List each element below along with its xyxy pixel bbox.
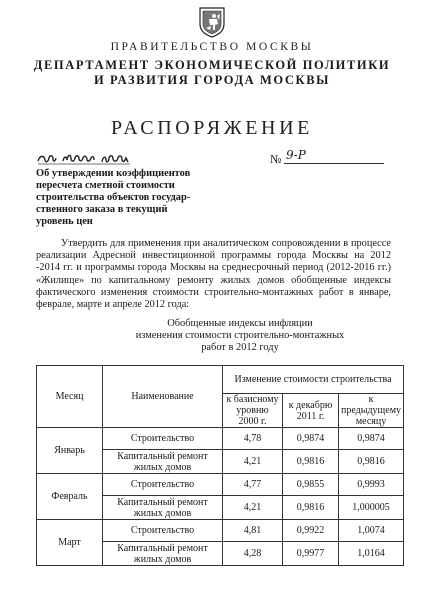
- base-cell: 4,21: [223, 496, 283, 520]
- december-cell: 0,9922: [283, 520, 339, 542]
- table-row: [37, 428, 404, 450]
- name-cell: Строительство: [103, 474, 223, 496]
- document-number: 9-Р: [286, 148, 306, 162]
- header-previous: к предыдущему месяцу: [339, 394, 404, 428]
- table-row: [37, 474, 404, 496]
- previous-cell: 0,9993: [339, 474, 404, 496]
- document-type: РАСПОРЯЖЕНИЕ: [111, 117, 313, 139]
- table-caption-line: Обобщенные индексы инфляции: [167, 318, 313, 329]
- december-cell: 0,9816: [283, 496, 339, 520]
- department-name: [0, 58, 424, 88]
- subject-line: ственного заказа в текущий: [36, 204, 168, 216]
- department-line-2: И РАЗВИТИЯ ГОРОДА МОСКВЫ: [93, 73, 331, 87]
- previous-cell: 0,9816: [339, 450, 404, 474]
- handwritten-date-scribble: [36, 150, 156, 166]
- header-change-group: Изменение стоимости строительства: [223, 366, 404, 394]
- name-cell: Строительство: [103, 520, 223, 542]
- header-name: Наименование: [103, 366, 223, 428]
- moscow-coat-of-arms-icon: [198, 6, 226, 38]
- handwritten-date: [36, 150, 156, 166]
- december-cell: 0,9977: [283, 542, 339, 566]
- document-subject: [36, 168, 236, 228]
- base-cell: 4,28: [223, 542, 283, 566]
- base-cell: 4,77: [223, 474, 283, 496]
- header-base: к базисному уровню 2000 г.: [223, 394, 283, 428]
- base-cell: 4,21: [223, 450, 283, 474]
- number-underline: [284, 163, 384, 164]
- name-cell: Капитальный ремонт жилых домов: [103, 450, 223, 474]
- subject-line: уровень цен: [36, 216, 93, 228]
- subject-line: Об утверждении коэффициентов: [36, 168, 191, 179]
- table-caption-line: работ в 2012 году: [201, 342, 279, 354]
- government-name: ПРАВИТЕЛЬСТВО МОСКВЫ: [110, 41, 314, 53]
- number-sign: №: [270, 152, 282, 166]
- december-cell: 0,9874: [283, 428, 339, 450]
- month-cell: Январь: [37, 428, 103, 474]
- header-month: Месяц: [37, 366, 103, 428]
- header-december: к декабрю 2011 г.: [283, 394, 339, 428]
- table-caption-line: изменения стоимости строительно-монтажных: [135, 330, 345, 342]
- previous-cell: 1,000005: [339, 496, 404, 520]
- name-cell: Строительство: [103, 428, 223, 450]
- previous-cell: 1,0164: [339, 542, 404, 566]
- previous-cell: 0,9874: [339, 428, 404, 450]
- subject-line: строительства объектов государ-: [36, 192, 191, 204]
- name-cell: Капитальный ремонт жилых домов: [103, 496, 223, 520]
- department-line-1: ДЕПАРТАМЕНТ ЭКОНОМИЧЕСКОЙ ПОЛИТИКИ: [33, 58, 391, 72]
- table-caption: [90, 318, 390, 355]
- previous-cell: 1,0074: [339, 520, 404, 542]
- december-cell: 0,9816: [283, 450, 339, 474]
- december-cell: 0,9855: [283, 474, 339, 496]
- month-cell: Февраль: [37, 474, 103, 520]
- base-cell: 4,81: [223, 520, 283, 542]
- table-row: [37, 520, 404, 542]
- body-paragraph: Утвердить для применения при аналитическом сопровождении в процессе реализации Адресной инвестиционной программы города Москвы на 2012 -2014 гг. и программы города Москвы на среднесрочный период (2012-2016 гг.) «Жилище» по капитальному ремонту жилых домов обобщенные индексы фактического изменения стоимости строительно-монтажных работ в январе, феврале, марте и апреле 2012 года:: [36, 238, 391, 311]
- inflation-index-table: [36, 365, 404, 566]
- base-cell: 4,78: [223, 428, 283, 450]
- name-cell: Капитальный ремонт жилых домов: [103, 542, 223, 566]
- month-cell: Март: [37, 520, 103, 566]
- subject-line: пересчета сметной стоимости: [36, 180, 175, 192]
